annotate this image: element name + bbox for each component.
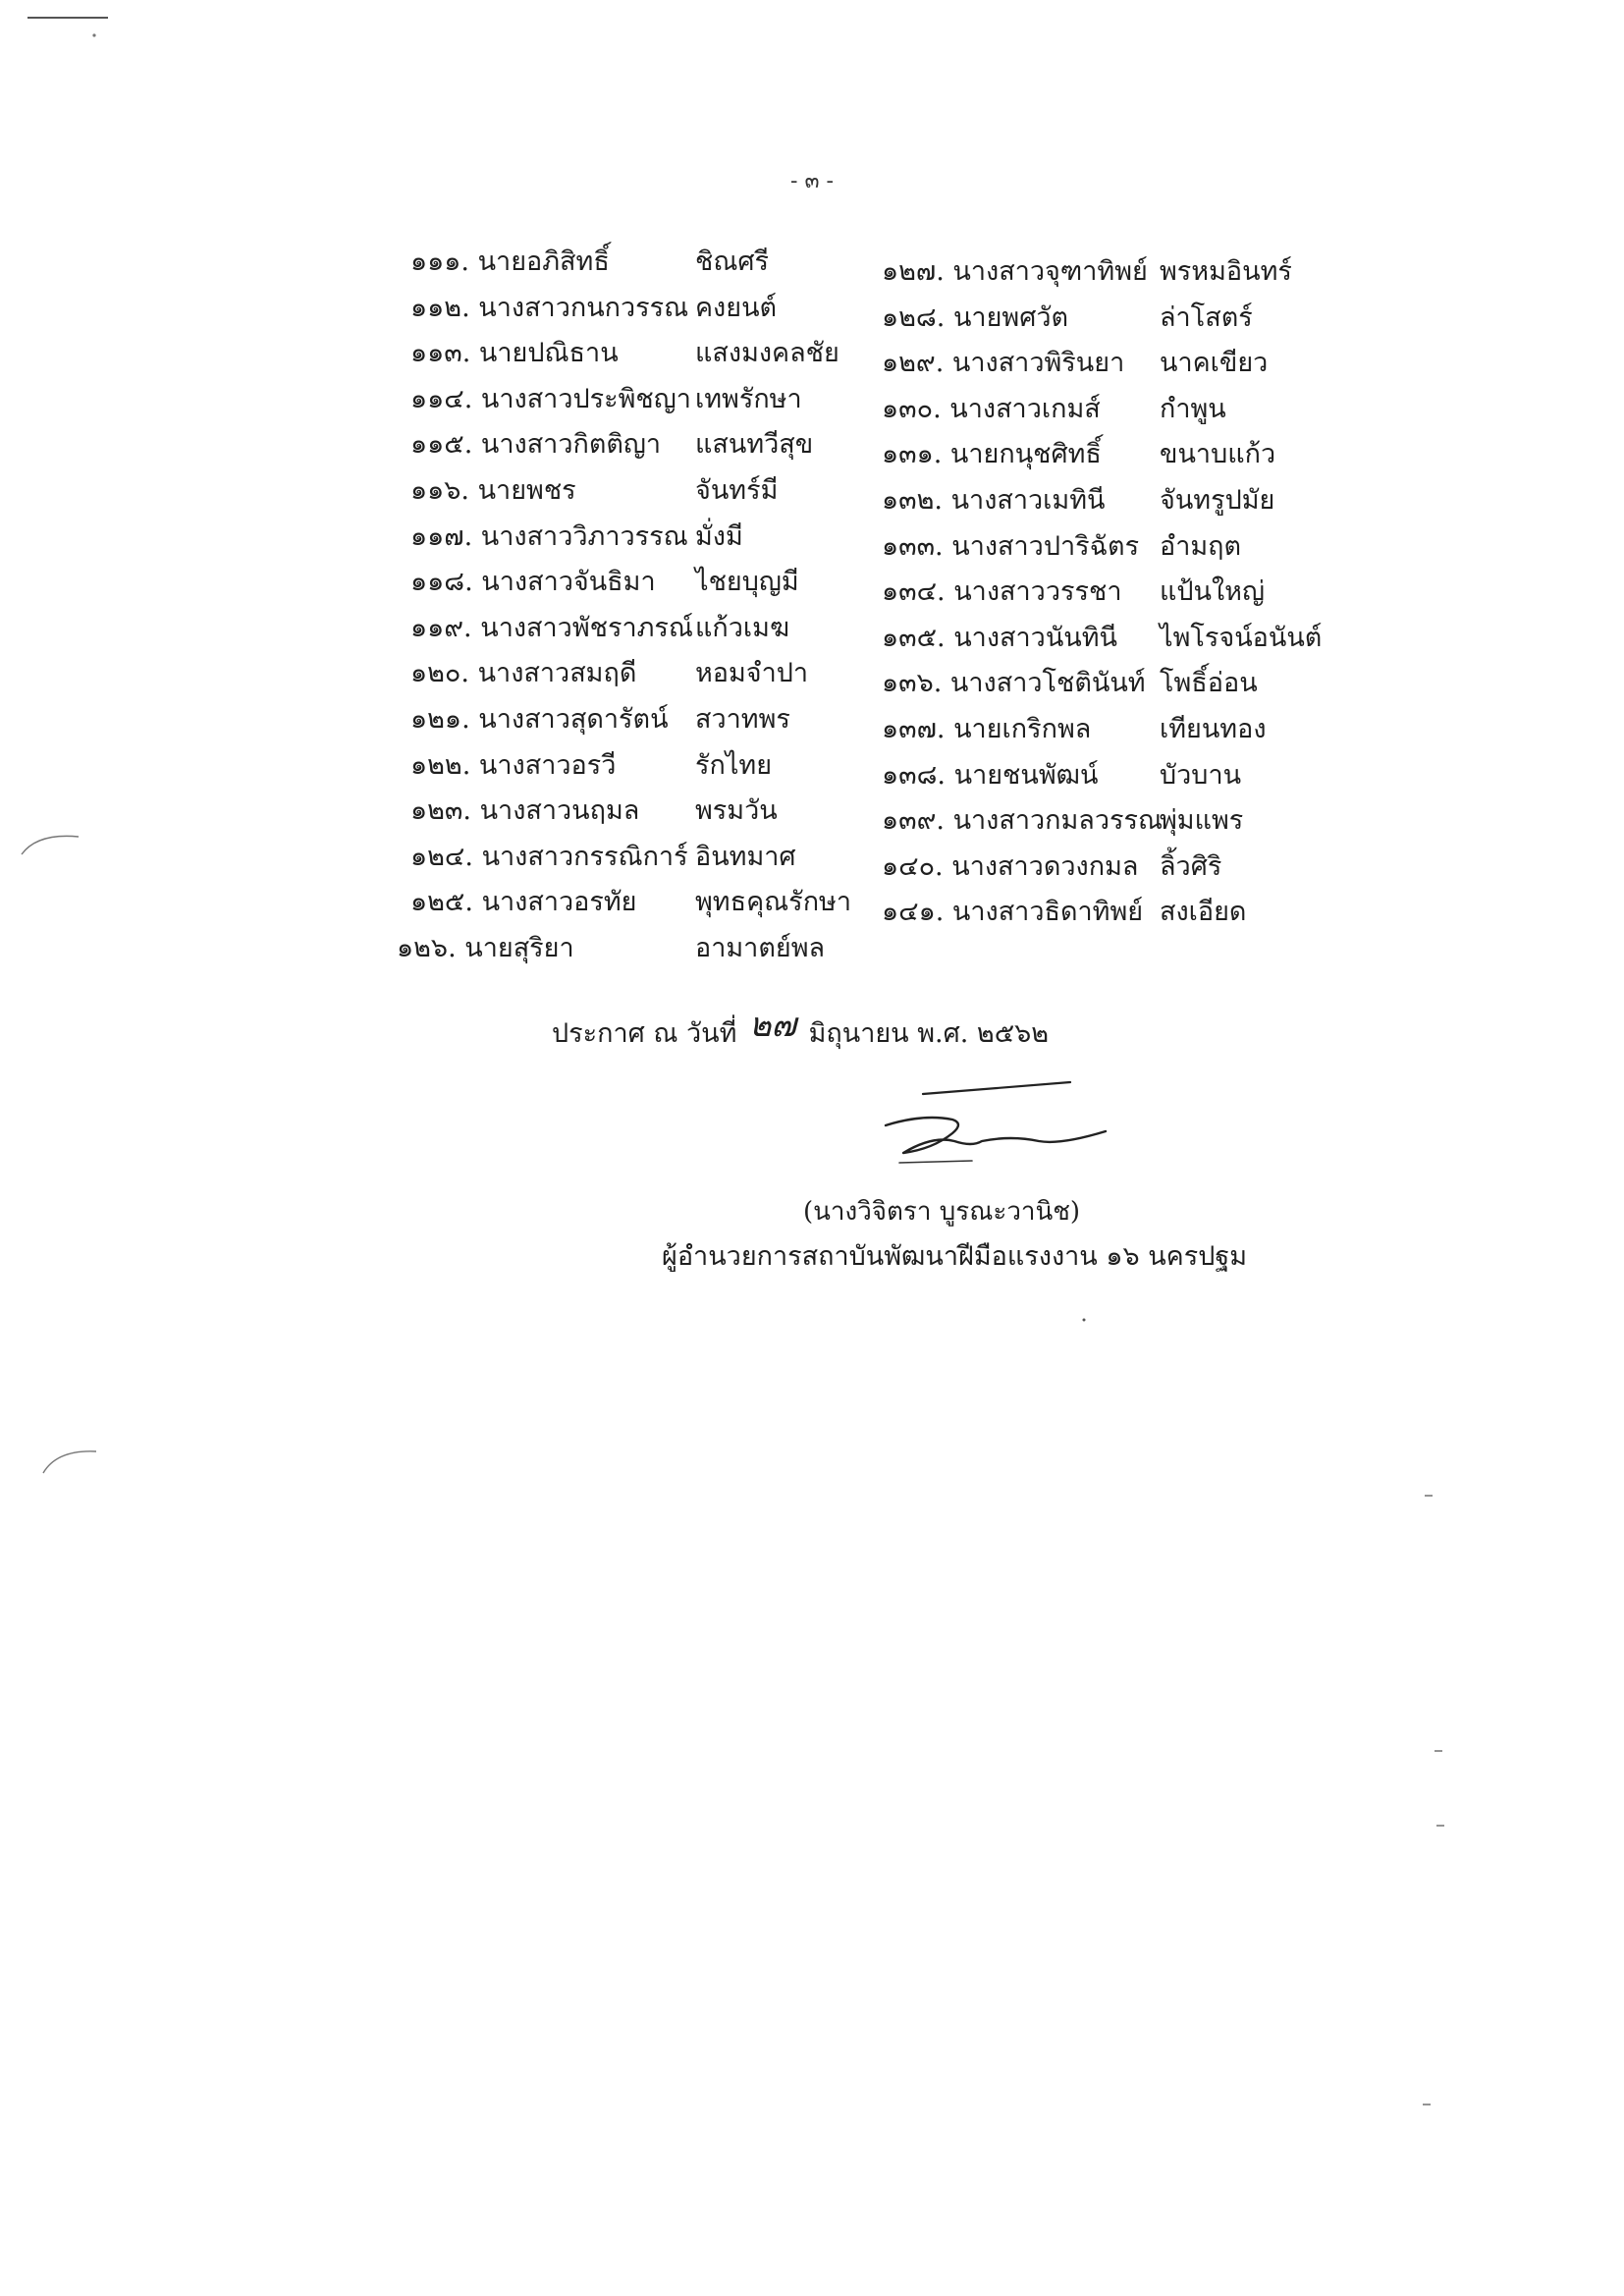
name-list-left [397,246,851,978]
first-name: นายกนุชศิทธิ์ [949,439,1102,470]
last-name: อำมฤต [1160,530,1242,562]
list-item [410,886,851,932]
item-number: ๑๓๒. [882,484,943,516]
last-name: พรมวัน [695,795,778,827]
first-name: นางสาวพัชราภรณ์ [480,612,693,643]
last-name: ลิ้วศิริ [1160,850,1222,882]
first-name: นางสาวธิดาทิพย์ [951,897,1144,928]
last-name: หอมจำปา [695,658,809,689]
list-item [410,246,770,292]
first-name: นางสาวประพิชญา [480,383,691,414]
last-name: อามาตย์พล [695,932,826,963]
announcement-day: ๒๗ [749,1006,796,1045]
last-name: บัวบาน [1160,759,1242,791]
scan-speck [1422,2102,1432,2107]
list-item [882,759,1242,805]
last-name: โพธิ์อ่อน [1160,668,1258,699]
list-item [410,383,802,429]
last-name: เทพรักษา [695,383,802,414]
item-number: ๑๒๙. [882,348,945,379]
announcement-date [552,1004,1049,1057]
first-name: นางสาวสมฤดี [477,658,637,689]
scan-speck [1434,1748,1443,1754]
first-name: นางสาวเกมส์ [949,393,1101,424]
list-item [410,749,773,795]
first-name: นายพชร [477,474,576,506]
first-name: นางสาวปาริฉัตร [951,530,1140,562]
list-item [410,657,809,703]
first-name: นางสาวกิตติญา [480,429,662,461]
last-name: แสงมงคลชัย [695,338,839,369]
first-name: นางสาวพิรินยา [951,348,1125,379]
first-name: นางสาวนฤมล [479,795,640,827]
list-item [882,896,1247,942]
item-number: ๑๓๘. [882,759,947,791]
item-number: ๑๑๔. [410,383,473,414]
list-item [882,255,1292,301]
last-name: สวาทพร [695,703,790,735]
first-name: นางสาวอรทัย [481,887,637,918]
list-item [882,301,1253,348]
item-number: ๑๒๓. [410,795,471,827]
first-name: นางสาวกมลวรรณ [952,805,1164,837]
first-name: นางสาวจันธิมา [481,567,656,598]
announcement-month-year: มิถุนายน พ.ศ. ๒๕๖๒ [808,1018,1050,1049]
first-name: นางสาววรรชา [953,576,1122,608]
last-name: รักไทย [695,749,773,781]
first-name: นางสาวโชตินันท์ [949,668,1146,699]
signer-title: ผู้อำนวยการสถาบันพัฒนาฝีมือแรงงาน ๑๖ นครปฐม [662,1241,1248,1272]
list-item [882,575,1265,622]
item-number: ๑๑๑. [410,246,469,277]
list-item [882,484,1275,530]
list-item [410,841,796,887]
list-item [882,713,1267,759]
list-item [410,794,778,841]
item-number: ๑๒๗. [882,256,945,287]
first-name: นางสาวดวงกมล [951,850,1139,882]
item-number: ๑๔๐. [882,850,944,882]
list-item [882,667,1258,713]
list-item [882,530,1242,576]
last-name: แสนทวีสุข [695,429,814,461]
item-number: ๑๒๖. [397,932,457,963]
last-name: ชิณศรี [695,246,770,277]
list-item [882,393,1226,439]
crease-mark-upper [18,825,86,864]
list-item [397,932,826,978]
signer-name: (นางวิจิตรา บูรณะวานิช) [803,1197,1081,1227]
scan-speck [1080,1316,1088,1324]
item-number: ๑๑๖. [410,474,469,506]
first-name: นางสาวสุดารัตน์ [478,703,669,735]
first-name: นายสุริยา [464,932,574,963]
last-name: กำพูน [1160,393,1226,424]
last-name: นาคเขียว [1160,348,1269,379]
item-number: ๑๒๘. [882,301,946,333]
item-number: ๑๓๓. [882,530,944,562]
list-item [882,438,1276,484]
last-name: สงเอียด [1160,897,1247,928]
name-list-right [882,246,1323,932]
item-number: ๑๒๒. [410,749,471,781]
first-name: นางสาวจุฑาทิพย์ [952,256,1148,287]
item-number: ๑๒๐. [410,658,469,689]
list-item [410,292,778,338]
last-name: แก้วเมฆ [695,612,789,643]
first-name: นางสาวนันทินี [953,622,1117,653]
item-number: ๑๑๒. [410,292,470,323]
first-name: นางสาวกนกวรรณ [478,292,689,323]
last-name: เทียนทอง [1160,713,1267,744]
first-name: นายชนพัฒน์ [953,759,1099,791]
item-number: ๑๑๕. [410,429,473,461]
last-name: จันทรูปมัย [1160,484,1275,516]
last-name: แป้นใหญ่ [1160,576,1265,608]
list-item [410,703,790,749]
scan-speck [1424,1493,1434,1499]
list-item [882,622,1323,668]
list-item [410,428,814,474]
first-name: นายเกริกพล [953,713,1092,744]
first-name: นายพศวัต [952,301,1069,333]
last-name: จันทร์มี [695,474,779,506]
last-name: พุทธคุณรักษา [695,887,851,918]
list-item [410,474,779,520]
first-name: นางสาววิภาวรรณ [480,520,688,552]
item-number: ๑๔๑. [882,897,945,928]
last-name: มั่งมี [695,520,743,552]
item-number: ๑๓๕. [882,622,946,653]
item-number: ๑๓๑. [882,439,943,470]
item-number: ๑๓๐. [882,393,942,424]
item-number: ๑๓๙. [882,805,945,837]
first-name: นายปณิธาน [478,338,619,369]
scan-speck [1435,1823,1445,1829]
list-item [410,337,839,383]
last-name: ขนาบแก้ว [1160,439,1276,470]
first-name: นางสาวเมทินี [950,484,1106,516]
item-number: ๑๓๖. [882,668,943,699]
last-name: พุ่มแพร [1160,805,1244,837]
list-item [882,347,1269,393]
last-name: คงยนต์ [695,292,778,323]
first-name: นางสาวอรวี [478,749,617,781]
list-item [882,804,1244,850]
item-number: ๑๑๗. [410,520,473,552]
item-number: ๑๓๗. [882,713,946,744]
crease-mark-lower [39,1442,108,1481]
last-name: พรหมอินทร์ [1160,256,1292,287]
item-number: ๑๓๔. [882,576,946,608]
last-name: ไชยบุญมี [695,567,799,598]
list-item [410,566,799,612]
first-name: นางสาวกรรณิการ์ [481,841,688,872]
item-number: ๑๑๘. [410,567,473,598]
scan-artifact-top-left [22,10,120,49]
list-item [410,612,789,658]
item-number: ๑๑๓. [410,338,471,369]
list-item [882,850,1222,897]
item-number: ๑๑๙. [410,612,472,643]
signature-image [864,1072,1119,1180]
item-number: ๑๒๑. [410,703,470,735]
first-name: นายอภิสิทธิ์ [477,246,610,277]
item-number: ๑๒๔. [410,841,473,872]
last-name: อินทมาศ [695,841,796,872]
page-number: - ๓ - [790,169,834,193]
announcement-prefix: ประกาศ ณ วันที่ [552,1018,737,1049]
last-name: ไพโรจน์อนันต์ [1160,622,1323,653]
item-number: ๑๒๕. [410,887,473,918]
last-name: ล่าโสตร์ [1160,301,1253,333]
list-item [410,520,743,567]
